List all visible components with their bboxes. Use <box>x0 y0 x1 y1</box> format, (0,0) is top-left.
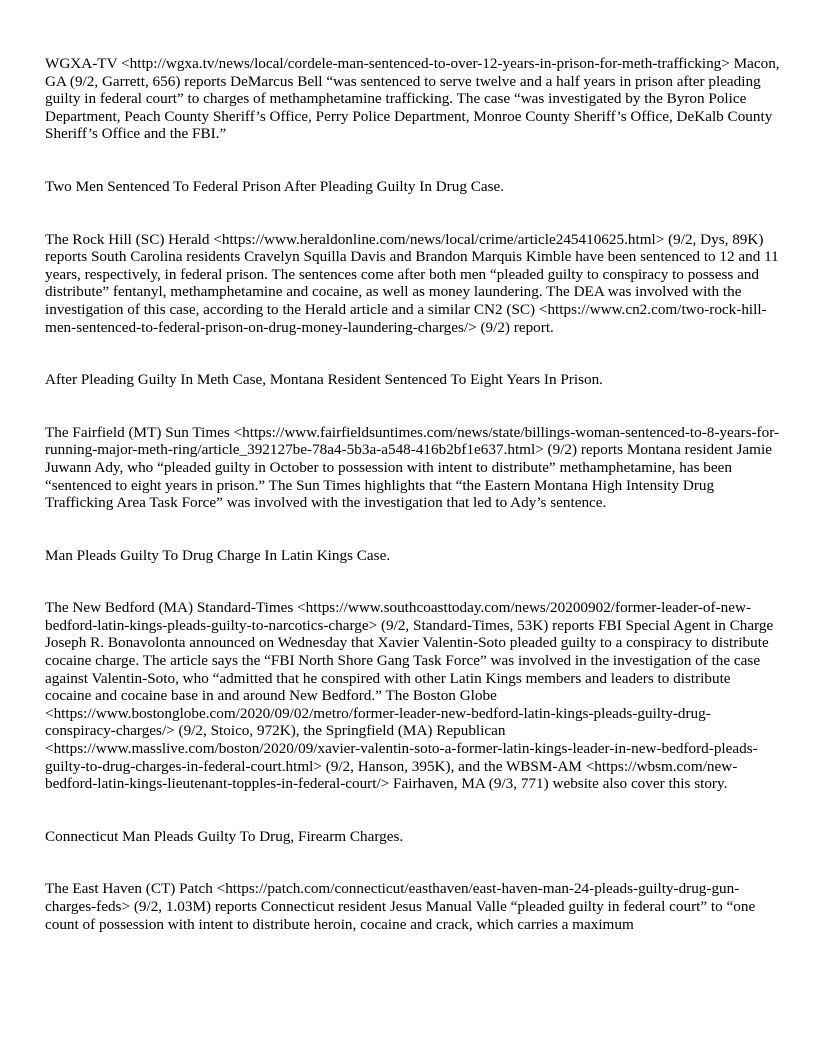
headline-connecticut-man: Connecticut Man Pleads Guilty To Drug, Firearm Charges. <box>45 827 404 845</box>
document-page <box>45 55 780 933</box>
story-paragraph-rock-hill-herald: The Rock Hill (SC) Herald <https://www.heraldonline.com/news/local/crime/article245410625.html> (9/2, Dys, 89K) reports South Carolina residents Cravelyn Squilla Davis and Brandon Marquis Kimble have been sentenced to 12 and 11 years, respectively, in federal prison. The sentences come after both men “pleaded guilty to conspiracy to possess and distribute” fentanyl, methamphetamine and cocaine, as well as money laundering. The DEA was involved with the investigation of this case, according to the Herald article and a similar CN2 (SC) <https://www.cn2.com/two-rock-hill-men-sentenced-to-federal-prison-on-drug-money-laundering-charges/> (9/2) report. <box>45 230 779 336</box>
story-paragraph-new-bedford-standard-times: The New Bedford (MA) Standard-Times <https://www.southcoasttoday.com/news/20200902/former-leader-of-new-bedford-latin-kings-pleads-guilty-to-narcotics-charge> (9/2, Standard-Times, 53K) reports FBI Special Agent in Charge Joseph R. Bonavolonta announced on Wednesday that Xavier Valentin-Soto pleaded guilty to a conspiracy to distribute cocaine charge. The article says the “FBI North Shore Gang Task Force” was involved in the investigation of the case against Valentin-Soto, who “admitted that he conspired with other Latin Kings members and leaders to distribute cocaine and cocaine base in and around New Bedford.” The Boston Globe <https://www.bostonglobe.com/2020/09/02/metro/former-leader-new-bedford-latin-kings-pleads-guilty-drug-conspiracy-charges/> (9/2, Stoico, 972K), the Springfield (MA) Republican <https://www.masslive.com/boston/2020/09/xavier-valentin-soto-a-former-latin-kings-leader-in-new-bedford-pleads-guilty-to-drug-charges-in-federal-court.html> (9/2, Hanson, 395K), and the WBSM-AM <https://wbsm.com/new-bedford-latin-kings-lieutenant-topples-in-federal-court/> Fairhaven, MA (9/3, 771) website also cover this story. <box>45 599 774 793</box>
headline-montana-resident: After Pleading Guilty In Meth Case, Montana Resident Sentenced To Eight Years In Prison. <box>45 371 603 389</box>
headline-two-men-sentenced: Two Men Sentenced To Federal Prison After Pleading Guilty In Drug Case. <box>45 177 505 195</box>
story-paragraph-fairfield-sun-times: The Fairfield (MT) Sun Times <https://www.fairfieldsuntimes.com/news/state/billings-woman-sentenced-to-8-years-for-running-major-meth-ring/article_392127be-78a4-5b3a-a548-416b2bf1e637.html> (9/2) reports Montana resident Jamie Juwann Ady, who “pleaded guilty in October to possession with intent to distribute” methamphetamine, has been “sentenced to eight years in prison.” The Sun Times highlights that “the Eastern Montana High Intensity Drug Trafficking Area Task Force” was involved with the investigation that led to Ady’s sentence. <box>45 423 780 512</box>
story-paragraph-east-haven-patch: The East Haven (CT) Patch <https://patch.com/connecticut/easthaven/east-haven-man-24-pleads-guilty-drug-gun-charges-feds> (9/2, 1.03M) reports Connecticut resident Jesus Manual Valle “pleaded guilty in federal court” to “one count of possession with intent to distribute heroin, cocaine and crack, which carries a maximum <box>45 880 756 933</box>
story-paragraph-wgxa: WGXA-TV <http://wgxa.tv/news/local/cordele-man-sentenced-to-over-12-years-in-prison-for-meth-trafficking> Macon, GA (9/2, Garrett, 656) reports DeMarcus Bell “was sentenced to serve twelve and a half years in prison after pleading guilty in federal court” to charges of methamphetamine trafficking. The case “was investigated by the Byron Police Department, Peach County Sheriff’s Office, Perry Police Department, Monroe County Sheriff’s Office, DeKalb County Sheriff’s Office and the FBI.” <box>45 55 780 143</box>
headline-latin-kings: Man Pleads Guilty To Drug Charge In Latin Kings Case. <box>45 546 391 564</box>
